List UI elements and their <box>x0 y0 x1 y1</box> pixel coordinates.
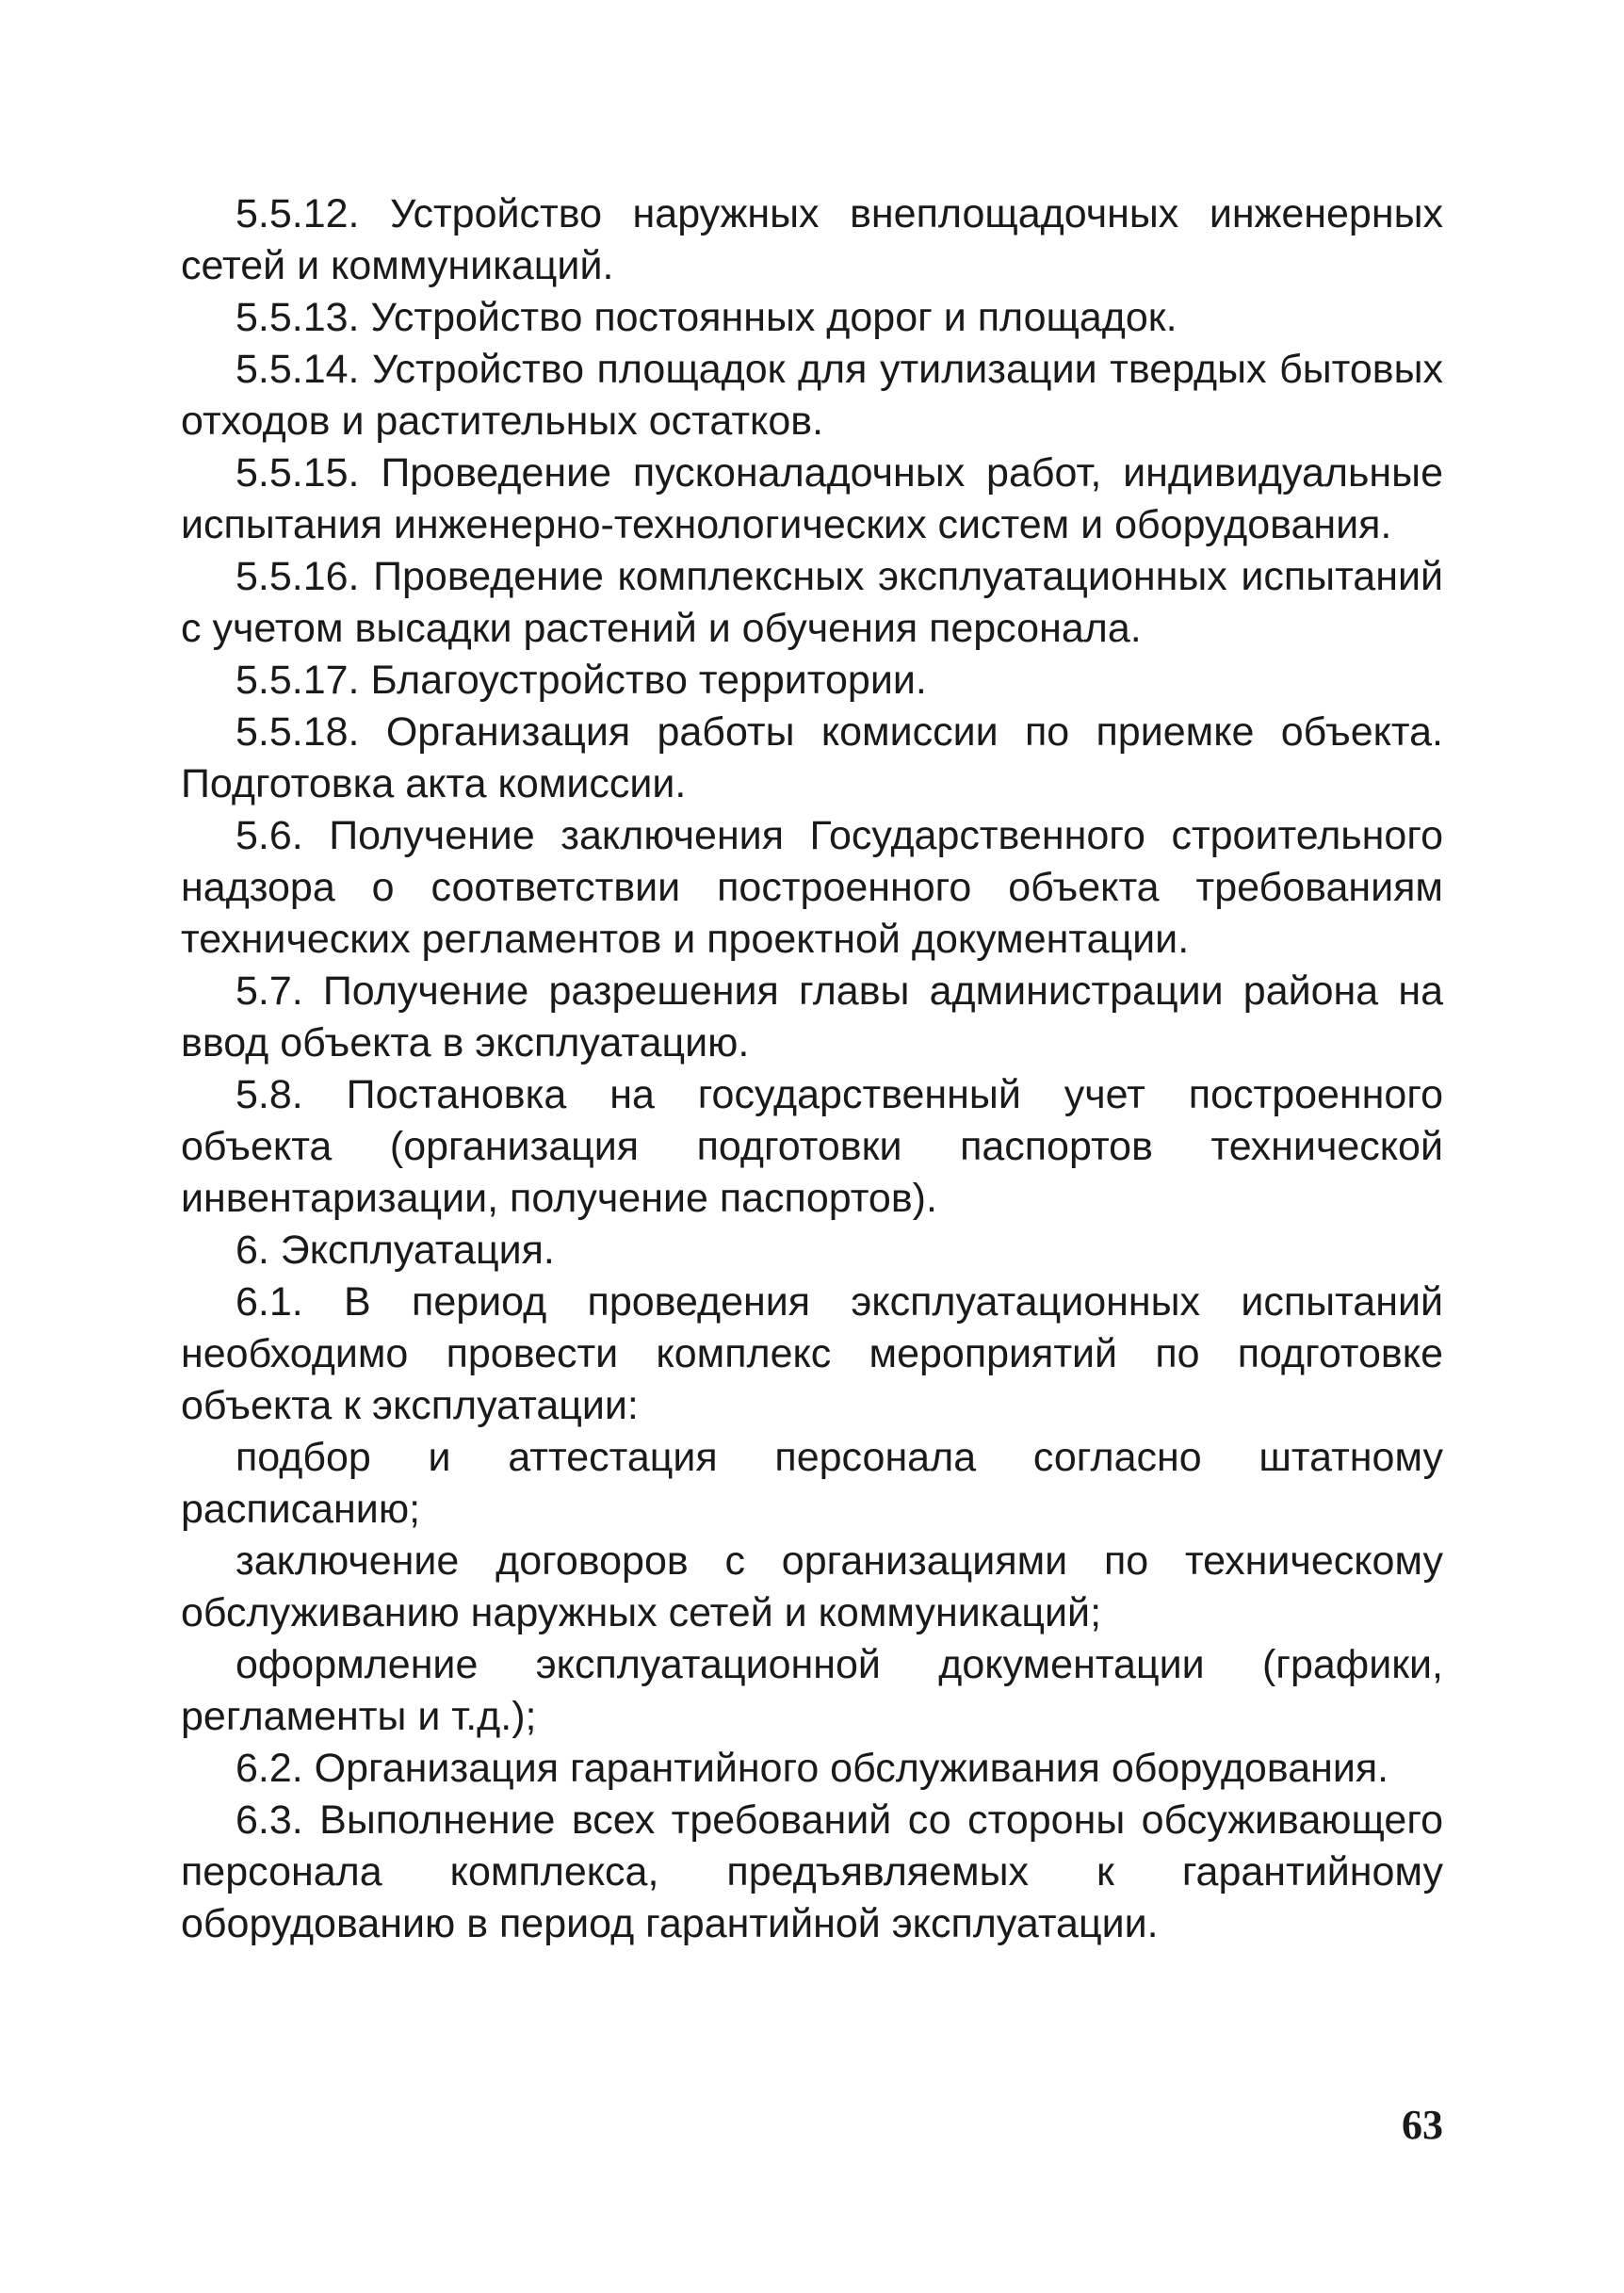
list-item-documentation: оформление эксплуатационной документации (графики, регламенты и т.д.); <box>181 1642 1443 1739</box>
paragraph-6-1: 6.1. В период проведения эксплуатационных испытаний необходимо провести комплекс мероприятий по подготовке объекта к эксплуатации: <box>181 1279 1443 1428</box>
paragraph-5-7: 5.7. Получение разрешения главы администрации района на ввод объекта в эксплуатацию. <box>181 968 1443 1065</box>
paragraph-5-5-14: 5.5.14. Устройство площадок для утилизации твердых бытовых отходов и растительных остатков. <box>181 347 1443 444</box>
section-heading-6: 6. Эксплуатация. <box>235 1228 555 1273</box>
paragraph-6-2: 6.2. Организация гарантийного обслуживания оборудования. <box>235 1746 1389 1791</box>
body-text <box>181 188 1443 1950</box>
paragraph-5-6: 5.6. Получение заключения Государственного строительного надзора о соответствии построенного объекта требованиям технических регламентов и проектной документации. <box>181 813 1443 962</box>
list-item-contracts: заключение договоров с организациями по техническому обслуживанию наружных сетей и коммуникаций; <box>181 1538 1443 1635</box>
paragraph-5-8: 5.8. Постановка на государственный учет построенного объекта (организация подготовки паспортов технической инвентаризации, получение паспортов). <box>181 1072 1443 1221</box>
paragraph-5-5-18: 5.5.18. Организация работы комиссии по приемке объекта. Подготовка акта комиссии. <box>181 709 1443 806</box>
paragraph-5-5-17: 5.5.17. Благоустройство территории. <box>235 658 927 703</box>
paragraph-5-5-16: 5.5.16. Проведение комплексных эксплуатационных испытаний с учетом высадки растений и обучения персонала. <box>181 554 1443 651</box>
paragraph-6-3: 6.3. Выполнение всех требований со стороны обсуживающего персонала комплекса, предъявляемых к гарантийному оборудованию в период гарантийной эксплуатации. <box>181 1797 1443 1946</box>
page-number: 63 <box>1402 2102 1443 2148</box>
list-item-personnel: подбор и аттестация персонала согласно штатному расписанию; <box>181 1435 1443 1532</box>
paragraph-5-5-15: 5.5.15. Проведение пусконаладочных работ, индивидуальные испытания инженерно-технологических систем и оборудования. <box>181 450 1443 547</box>
paragraph-5-5-13: 5.5.13. Устройство постоянных дорог и площадок. <box>235 295 1177 340</box>
paragraph-5-5-12: 5.5.12. Устройство наружных внеплощадочных инженерных сетей и коммуникаций. <box>181 191 1443 288</box>
